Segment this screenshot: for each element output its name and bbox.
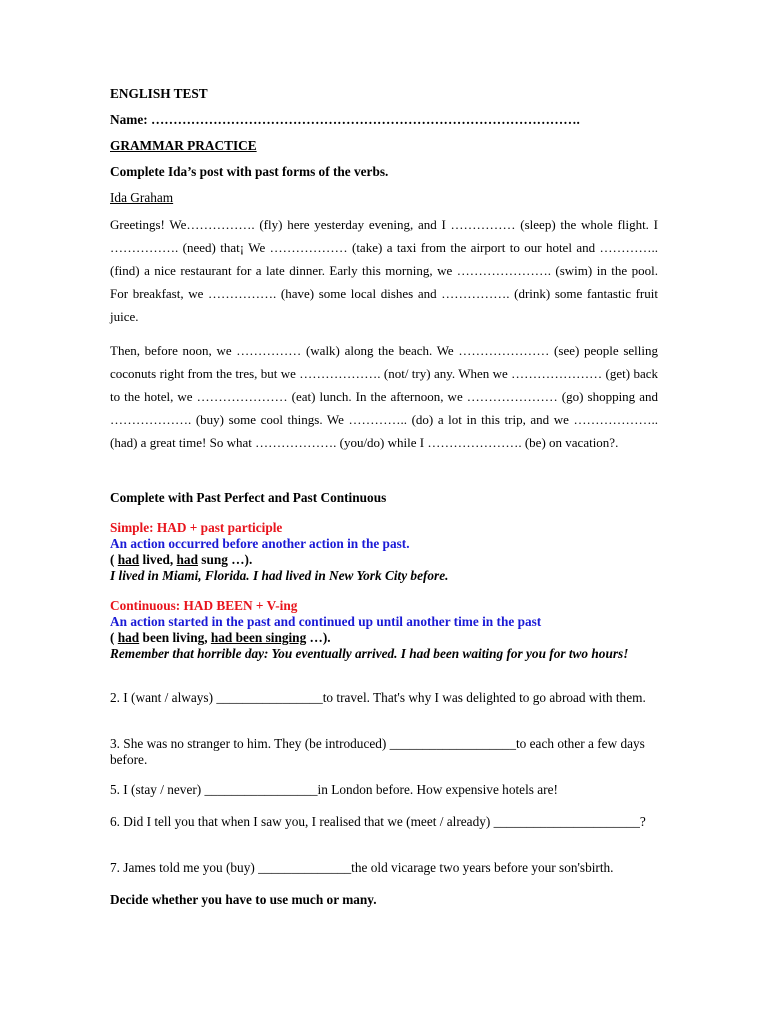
perfect-continuous-instruction: Complete with Past Perfect and Past Continuous [110,490,387,505]
simple-example-had-2: had [176,552,198,567]
continuous-example-2-rest: …). [306,630,331,645]
exercise-item: 7. James told me you (buy) ______________the old vicarage two years before your son'sbirth. [110,860,614,875]
simple-example-had-1: had [117,552,140,567]
continuous-formula: Continuous: HAD BEEN + V-ing [110,598,298,613]
continuous-example-1-rest: been living, [139,630,211,645]
simple-rule-box [110,520,658,584]
exercise-item: 2. I (want / always) ________________to travel. That's why I was delighted to go abroad with them. [110,690,646,705]
test-title: ENGLISH TEST [110,86,208,101]
grammar-practice-heading: GRAMMAR PRACTICE [110,138,257,153]
simple-example-2-rest: sung …). [197,552,253,567]
post-paragraph-2: Then, before noon, we …………… (walk) along the beach. We ………………… (see) people selling coconuts right from the tres, but we ………………. (not/ try) any. When we ………………… (get) back to the hotel, we ………………… (eat) lunch. In the afternoon, we ………………… (go) shopping and ………………. (buy) some cool things. We ………….. (do) a lot in this trip, and we ……………….. (had) a great time! So what ………………. (you/do) while I …………………. (be) on vacation?. [110,343,658,450]
continuous-example-had-1: had [117,630,140,645]
post-author: Ida Graham [110,190,174,205]
continuous-example-sentence: Remember that horrible day: You eventually arrived. I had been waiting for you for two hours! [110,646,629,661]
continuous-rule-box [110,598,658,662]
exercise-item: 5. I (stay / never) _________________in London before. How expensive hotels are! [110,782,558,797]
much-many-instruction: Decide whether you have to use much or many. [110,892,377,907]
continuous-examples [110,630,658,646]
name-dots: ……………………………………………………………………………………. [151,112,580,127]
continuous-examples-open: ( [110,630,118,645]
exercise-item: 3. She was no stranger to him. They (be introduced) ___________________to each other a few days before. [110,736,645,767]
simple-examples-open: ( [110,552,118,567]
simple-formula: Simple: HAD + past participle [110,520,283,535]
continuous-example-had-2: had been singing [210,630,307,645]
simple-description: An action occurred before another action in the past. [110,536,410,551]
name-label: Name: [110,112,148,127]
simple-example-sentence: I lived in Miami, Florida. I had lived in New York City before. [110,568,449,583]
exercise-item: 6. Did I tell you that when I saw you, I realised that we (meet / already) ______________________? [110,814,646,829]
post-instruction: Complete Ida’s post with past forms of the verbs. [110,164,389,179]
continuous-description: An action started in the past and continued up until another time in the past [110,614,542,629]
name-line [110,112,658,128]
post-paragraph-1: Greetings! We……………. (fly) here yesterday evening, and I …………… (sleep) the whole flight. I ……………. (need) that¡ We ……………… (take) a taxi from the airport to our hotel and …………..(find) a nice restaurant for a late dinner. Early this morning, we …………………. (swim) in the pool. For breakfast, we ……………. (have) some local dishes and ……………. (drink) some fantastic fruit juice. [110,217,658,324]
simple-examples [110,552,658,568]
simple-example-1-rest: lived, [139,552,177,567]
